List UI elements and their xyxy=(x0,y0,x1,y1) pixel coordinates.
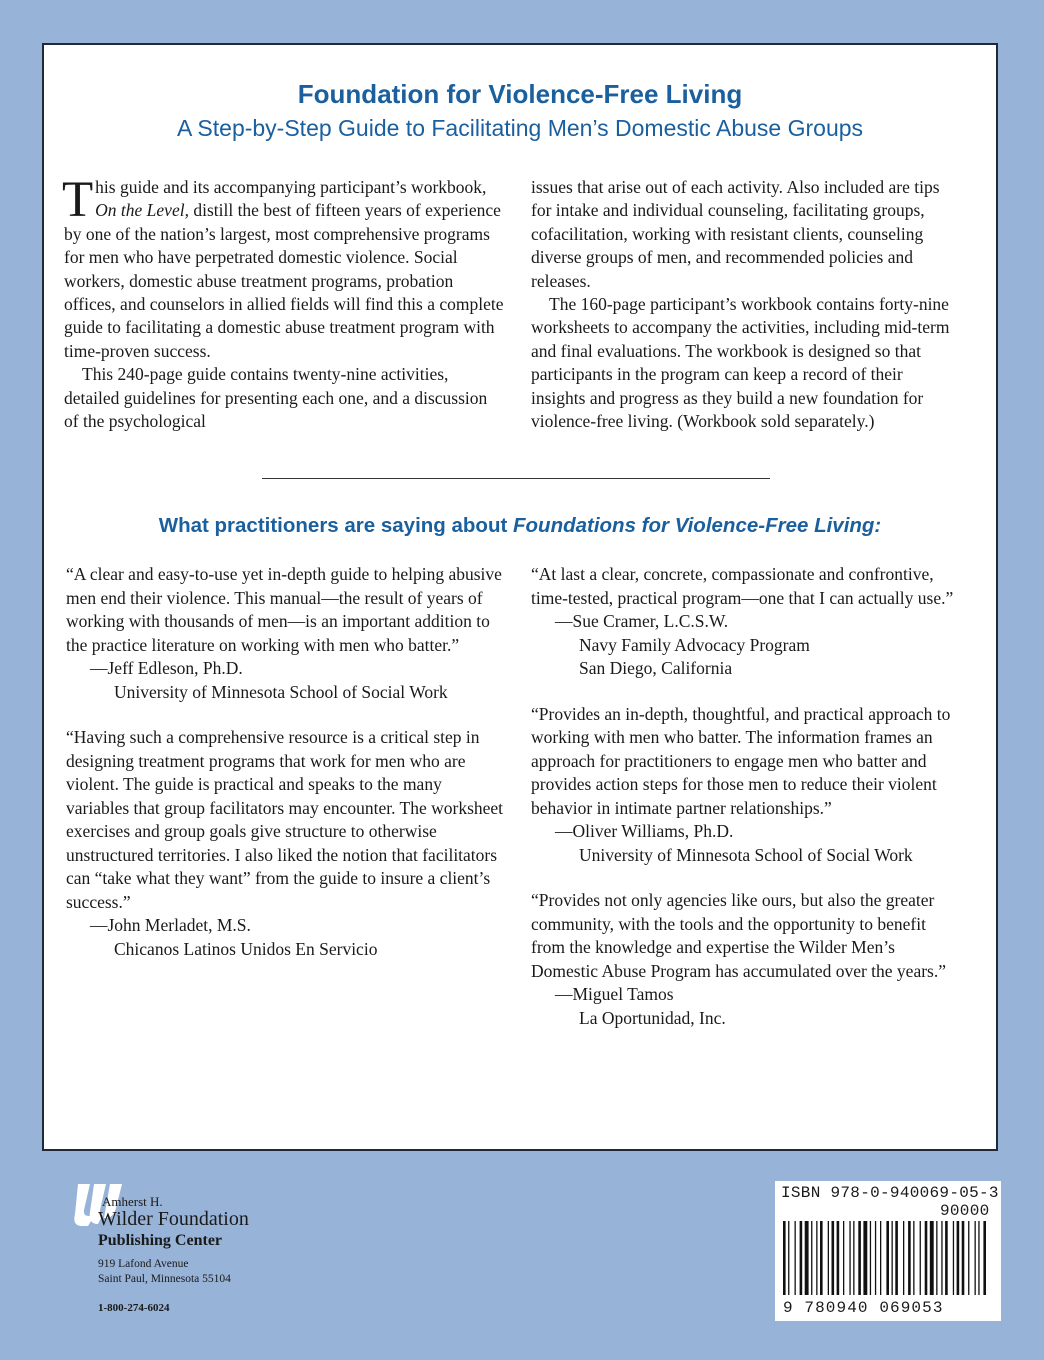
publisher-phone: 1-800-274-6024 xyxy=(98,1302,170,1314)
barcode-bar xyxy=(978,1221,979,1295)
testimonial-williams xyxy=(531,703,963,868)
barcode-bar xyxy=(837,1221,840,1295)
publisher-name: Wilder Foundation xyxy=(98,1208,249,1230)
testimonial-author: —Jeff Edleson, Ph.D. xyxy=(90,658,243,678)
barcode-bar xyxy=(800,1221,803,1295)
testimonial-quote: “Provides not only agencies like ours, but also the greater community, with the tools and the opportunity to benefit from the knowledge and expertise the Wilder Men’s Domestic Abuse Program has accumulated over the years.” xyxy=(531,890,947,981)
testimonial-quote: “At last a clear, concrete, compassionate and confrontive, time-tested, practical program—one that I can actually use.” xyxy=(531,564,954,608)
barcode-bar xyxy=(783,1221,786,1295)
barcode-digits: 9 780940 069053 xyxy=(783,1299,944,1317)
barcode-bar xyxy=(945,1221,948,1295)
barcode-bar xyxy=(863,1221,867,1295)
barcode-bar xyxy=(828,1221,829,1295)
barcode-bar xyxy=(930,1221,934,1295)
testimonials-heading: What practitioners are saying about Foundations for Violence-Free Living: xyxy=(158,514,882,537)
testimonial-edleson xyxy=(66,563,506,704)
barcode-bar xyxy=(795,1221,796,1295)
workbook-title: On the Level, xyxy=(95,200,189,221)
barcode-bar xyxy=(788,1221,789,1295)
barcode-bar xyxy=(892,1221,893,1295)
barcode-bar xyxy=(983,1221,986,1295)
testimonial-quote: “Provides an in-depth, thoughtful, and practical approach to working with men who batter. The information frames an approach for practitioners to engage men who batter and provides action steps for those men to reduce their violent behavior in intimate partner relationships.” xyxy=(531,703,951,818)
barcode-bar xyxy=(832,1221,835,1295)
isbn-number: ISBN 978-0-940069-05-3 xyxy=(781,1184,999,1202)
intro-paragraph-2-continued: issues that arise out of each activity. Also included are tips for intake and individual counseling, facilitating groups, cofacilitation, working with resistant clients, counseling diverse groups of men, and recommended policies and releases. xyxy=(531,177,940,291)
price-code: 90000 xyxy=(940,1202,990,1220)
testimonial-quote: “Having such a comprehensive resource is a critical step in designing treatment programs that work for men who are violent. The guide is practical and speaks to the many variables that group facilitators may encounter. The worksheet exercises and group goals give structure to otherwise unstructured territories. I also liked the notion that facilitators can “take what they want” from the guide to insure a client’s success.” xyxy=(66,727,504,912)
publisher-address-1: 919 Lafond Avenue xyxy=(98,1258,189,1270)
intro-paragraph-2: This 240-page guide contains twenty-nine activities, detailed guidelines for presenting each one, and a discussion of the psychological xyxy=(64,364,488,432)
book-title: Foundation for Violence-Free Living xyxy=(297,79,743,109)
testimonial-location: San Diego, California xyxy=(579,658,733,678)
barcode-bar xyxy=(941,1221,942,1295)
barcode-bar xyxy=(849,1221,850,1295)
intro-column-right xyxy=(531,176,961,433)
barcode-bar xyxy=(936,1221,937,1295)
intro-paragraph-3: The 160-page participant’s workbook contains forty-nine worksheets to accompany the activities, including mid-term and final evaluations. The workbook is designed so that participants in the program can keep a record of their insights and progress as they build a new foundation for violence-free living. (Workbook sold separately.) xyxy=(531,294,950,432)
barcode-bar xyxy=(858,1221,861,1295)
testimonial-affiliation: La Oportunidad, Inc. xyxy=(579,1007,726,1028)
testimonial-author: —John Merladet, M.S. xyxy=(90,915,251,935)
testimonial-cramer xyxy=(531,563,963,681)
barcode-bar xyxy=(816,1221,817,1295)
intro-paragraph-1: This guide and its accompanying participant’s workbook, On the Level, distill the best of fifteen years of experience by one of the nation’s largest, most comprehensive programs for men who have perpetrated domestic violence. Social workers, domestic abuse treatment programs, probation offices, and counselors in allied fields will find this a complete guide to facilitating a domestic abuse treatment program with time-proven success. xyxy=(62,172,504,361)
book-subtitle: A Step-by-Step Guide to Facilitating Men’s Domestic Abuse Groups xyxy=(176,115,864,141)
barcode-bar xyxy=(975,1221,976,1295)
barcode-bar xyxy=(908,1221,911,1295)
testimonial-affiliation: Chicanos Latinos Unidos En Servicio xyxy=(114,938,378,959)
barcode-bar xyxy=(886,1221,889,1295)
barcode-bar xyxy=(805,1221,809,1295)
testimonials-column-right xyxy=(531,563,963,1052)
barcode-bars xyxy=(781,1221,995,1299)
section-divider xyxy=(262,478,770,479)
barcode-bar xyxy=(962,1221,965,1295)
testimonial-affiliation: University of Minnesota School of Social Work xyxy=(579,844,913,865)
testimonial-author: —Oliver Williams, Ph.D. xyxy=(555,821,734,841)
barcode-bar xyxy=(853,1221,854,1295)
barcode-bar xyxy=(880,1221,881,1295)
barcode-bar xyxy=(820,1221,823,1295)
barcode-bar xyxy=(870,1221,871,1295)
publisher-address-2: Saint Paul, Minnesota 55104 xyxy=(98,1273,231,1285)
testimonial-tamos xyxy=(531,889,963,1030)
publisher-block xyxy=(72,1170,332,1320)
testimonial-author: —Sue Cramer, L.C.S.W. xyxy=(555,611,729,631)
testimonial-affiliation: University of Minnesota School of Social Work xyxy=(114,681,448,702)
publisher-imprint: Publishing Center xyxy=(98,1232,223,1249)
testimonial-quote: “A clear and easy-to-use yet in-depth guide to helping abusive men end their violence. This manual—the result of years of working with thousands of men—is an important addition to the practice literature on working with men who batter.” xyxy=(66,564,502,655)
testimonials-column-left xyxy=(66,563,506,983)
isbn-barcode xyxy=(775,1181,1001,1321)
testimonial-affiliation: Navy Family Advocacy Program xyxy=(579,634,810,655)
barcode-bar xyxy=(903,1221,904,1295)
barcode-bar xyxy=(875,1221,876,1295)
barcode-bar xyxy=(920,1221,921,1295)
barcode-bar xyxy=(953,1221,954,1295)
testimonial-author: —Miguel Tamos xyxy=(555,984,674,1004)
barcode-bar xyxy=(843,1221,844,1295)
intro-column-left xyxy=(62,172,504,433)
dropcap: T xyxy=(62,172,94,228)
barcode-bar xyxy=(968,1221,969,1295)
barcode-bar xyxy=(925,1221,928,1295)
publisher-line-1: Amherst H. xyxy=(102,1194,163,1209)
barcode-bar xyxy=(913,1221,914,1295)
barcode-bar xyxy=(957,1221,960,1295)
barcode-bar xyxy=(811,1221,812,1295)
back-cover-panel xyxy=(42,43,998,1151)
testimonial-merladet xyxy=(66,726,506,961)
barcode-bar xyxy=(895,1221,898,1295)
